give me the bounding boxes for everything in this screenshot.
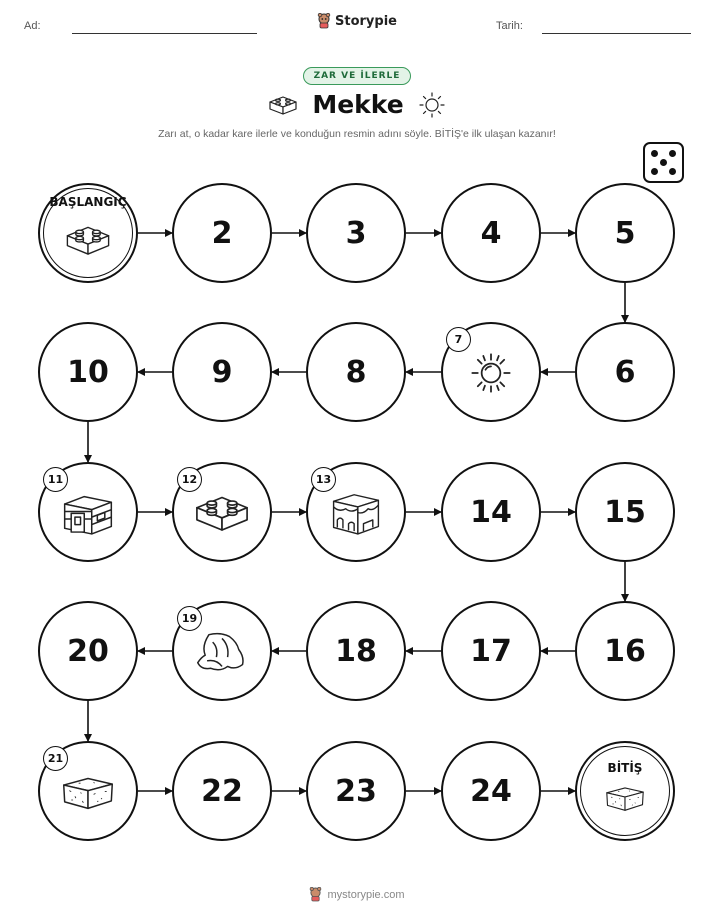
square-number: 5	[614, 215, 636, 251]
board-square-9[interactable]	[172, 322, 272, 422]
board-square-23[interactable]	[306, 741, 406, 841]
board-square-21[interactable]	[38, 741, 138, 841]
square-number: 20	[67, 633, 109, 669]
square-number: 18	[335, 633, 377, 669]
stone-house-icon	[60, 491, 116, 540]
square-number-badge: 7	[446, 327, 471, 352]
date-line[interactable]	[542, 33, 691, 34]
board-square-20[interactable]	[38, 601, 138, 701]
board-square-17[interactable]	[441, 601, 541, 701]
instruction-text: Zarı at, o kadar kare ilerle ve konduğun resmin adını söyle. BİTİŞ'e ilk ulaşan kazanır!	[158, 128, 556, 140]
board-square-15[interactable]	[575, 462, 675, 562]
square-number: 14	[470, 494, 512, 530]
square-number: 23	[335, 773, 377, 809]
brick-icon	[65, 222, 111, 262]
board-square-4[interactable]	[441, 183, 541, 283]
activity-badge: ZAR VE İLERLE	[303, 67, 412, 85]
dice-pip	[669, 168, 676, 175]
board-square-14[interactable]	[441, 462, 541, 562]
kaaba-icon	[328, 490, 384, 540]
square-number: 22	[201, 773, 243, 809]
square-number: 8	[345, 354, 367, 390]
board-square-18[interactable]	[306, 601, 406, 701]
square-number-badge: 11	[43, 467, 68, 492]
storypie-mascot-icon	[309, 887, 322, 902]
finish-label: BİTİŞ	[607, 761, 643, 775]
board-square-6[interactable]	[575, 322, 675, 422]
footer	[0, 887, 714, 902]
dice-pip	[660, 159, 667, 166]
board-square-8[interactable]	[306, 322, 406, 422]
board-square-10[interactable]	[38, 322, 138, 422]
square-number: 2	[211, 215, 233, 251]
stone-block-icon	[60, 772, 116, 815]
square-number: 17	[470, 633, 512, 669]
board-square-13[interactable]	[306, 462, 406, 562]
name-label: Ad:	[24, 20, 41, 32]
square-number: 3	[345, 215, 367, 251]
square-number: 4	[480, 215, 502, 251]
footer-site: mystorypie.com	[327, 888, 405, 901]
date-label: Tarih:	[496, 20, 523, 32]
dice-five[interactable]	[643, 142, 684, 183]
sun-icon	[418, 91, 446, 119]
sun-icon	[469, 351, 513, 399]
dice-pip	[651, 150, 658, 157]
page-title: Mekke	[312, 90, 404, 119]
cloth-icon	[194, 629, 250, 679]
square-number-badge: 12	[177, 467, 202, 492]
stone-block-icon	[604, 783, 646, 816]
square-number-badge: 21	[43, 746, 68, 771]
board-square-12[interactable]	[172, 462, 272, 562]
square-number: 24	[470, 773, 512, 809]
brick-icon	[194, 491, 250, 539]
board-square-24[interactable]	[441, 741, 541, 841]
square-number: 10	[67, 354, 109, 390]
brand-name: Storypie	[335, 13, 397, 29]
board-square-5[interactable]	[575, 183, 675, 283]
square-number: 9	[211, 354, 233, 390]
finish-square[interactable]	[575, 741, 675, 841]
board-square-2[interactable]	[172, 183, 272, 283]
board-square-16[interactable]	[575, 601, 675, 701]
storypie-mascot-icon	[317, 13, 331, 29]
square-number: 6	[614, 354, 636, 390]
square-number-badge: 13	[311, 467, 336, 492]
square-number: 16	[604, 633, 646, 669]
board-square-7[interactable]	[441, 322, 541, 422]
board-square-19[interactable]	[172, 601, 272, 701]
start-square[interactable]	[38, 183, 138, 283]
brick-icon	[268, 93, 298, 117]
square-number-badge: 19	[177, 606, 202, 631]
name-line[interactable]	[72, 33, 257, 34]
board-square-22[interactable]	[172, 741, 272, 841]
dice-pip	[669, 150, 676, 157]
board-square-11[interactable]	[38, 462, 138, 562]
start-label: BAŞLANGIÇ	[49, 195, 127, 209]
square-number: 15	[604, 494, 646, 530]
dice-pip	[651, 168, 658, 175]
brand-logo	[0, 13, 714, 29]
board-square-3[interactable]	[306, 183, 406, 283]
